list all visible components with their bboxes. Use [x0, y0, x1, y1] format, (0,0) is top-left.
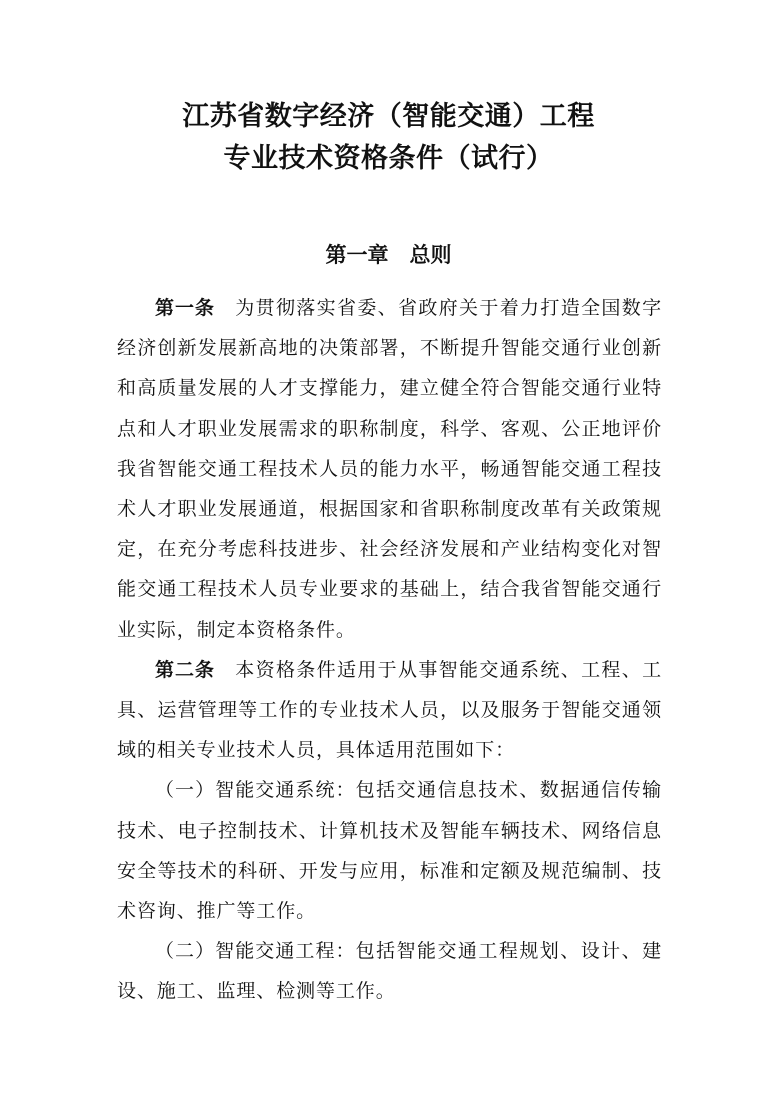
article-1-number: 第一条 — [155, 297, 215, 319]
article-1-paragraph — [117, 288, 662, 650]
item-2-label: （二）智能交通工程： — [155, 940, 356, 963]
item-1-text: 包括交通信息技术、数据通信传输技术、电子控制技术、计算机技术及智能车辆技术、网络信息安全等技术的科研、开发与应用，标准和定额及规范编制、技术咨询、推广等工作。 — [117, 779, 662, 923]
document-title-line-1: 江苏省数字经济（智能交通）工程 — [182, 101, 595, 132]
article-2-text: 本资格条件适用于从事智能交通系统、工程、工具、运营管理等工作的专业技术人员，以及服务于智能交通领域的相关专业技术人员，具体适用范围如下： — [117, 658, 662, 762]
document-body — [117, 288, 662, 1012]
item-2-text: 包括智能交通工程规划、设计、建设、施工、监理、检测等工作。 — [117, 940, 662, 1003]
article-1-text: 为贯彻落实省委、省政府关于着力打造全国数字经济创新发展新高地的决策部署，不断提升智能交通行业创新和高质量发展的人才支撑能力，建立健全符合智能交通行业特点和人才职业发展需求的职称制度，科学、客观、公正地评价我省智能交通工程技术人员的能力水平，畅通智能交通工程技术人才职业发展通道，根据国家和省职称制度改革有关政策规定，在充分考虑科技进步、社会经济发展和产业结构变化对智能交通工程技术人员专业要求的基础上，结合我省智能交通行业实际，制定本资格条件。 — [117, 297, 662, 641]
article-2-paragraph — [117, 650, 662, 771]
item-1-label: （一）智能交通系统： — [155, 779, 356, 802]
document-title-line-2: 专业技术资格条件（试行） — [223, 143, 554, 174]
article-2-number: 第二条 — [155, 658, 215, 681]
item-1-paragraph — [117, 770, 662, 931]
item-2-paragraph — [117, 931, 662, 1011]
chapter-heading: 第一章 总则 — [325, 243, 452, 267]
